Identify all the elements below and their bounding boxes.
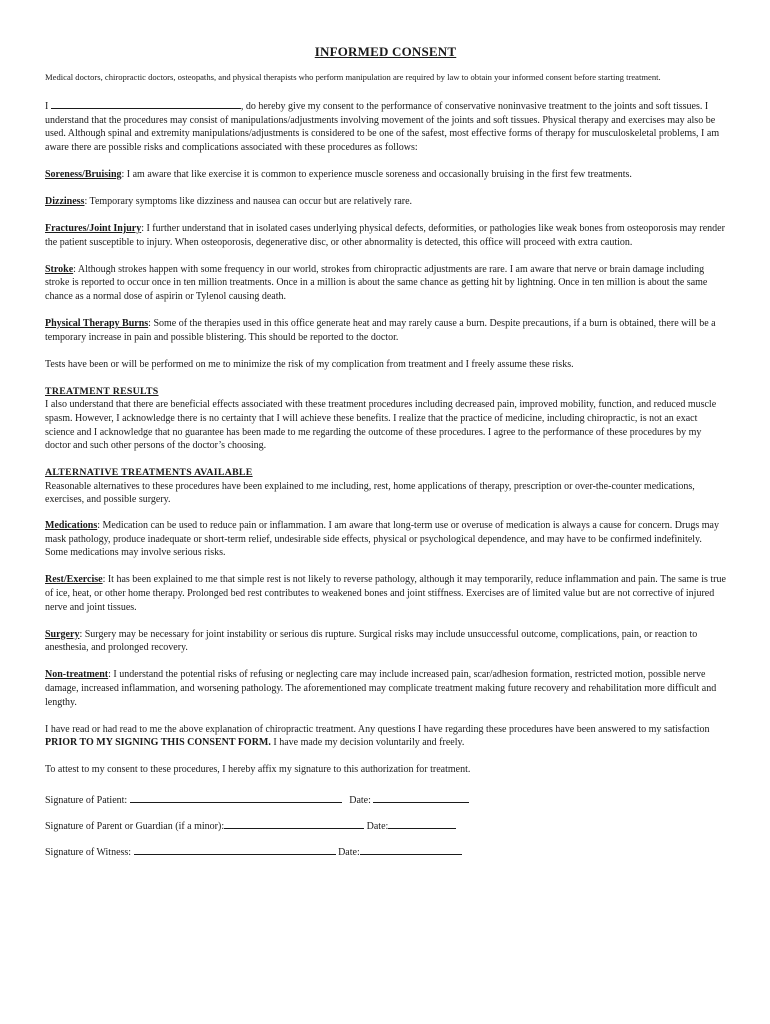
alt-text: : I understand the potential risks of refusing or neglecting care may include increased pain, scar/adhesion formation, restricted motion, possible nerve damage, increased inflammation, and worsening pathology. The aforementioned may complicate treatment making future recovery and rehabilitation more difficult and lengthy. — [45, 669, 717, 708]
date-label: Date: — [349, 794, 371, 806]
section-text: Reasonable alternatives to these procedures have been explained to me including, rest, home applications of therapy, prescription or over-the-counter medications, exercises, and possible surgery. — [45, 480, 695, 506]
patient-date-field[interactable] — [373, 792, 469, 803]
ack-after: I have made my decision voluntarily and freely. — [270, 737, 465, 749]
date-label: Date: — [338, 846, 360, 858]
risk-fractures — [45, 222, 726, 249]
ack-before: I have read or had read to me the above explanation of chiropractic treatment. Any questions I have regarding these procedures have been answered to my satisfaction — [45, 723, 710, 735]
patient-signature-field[interactable] — [130, 792, 342, 803]
intro-paragraph: Medical doctors, chiropractic doctors, osteopaths, and physical therapists who perform manipulation are required by law to obtain your informed consent before starting treatment. — [45, 72, 661, 82]
acknowledgement-paragraph — [45, 723, 726, 750]
risk-term: Soreness/Bruising — [45, 168, 122, 180]
alt-rest-exercise — [45, 573, 726, 614]
date-label: Date: — [366, 820, 389, 832]
alt-term: Rest/Exercise — [45, 574, 103, 586]
risk-burns — [45, 317, 726, 344]
patient-signature-label: Signature of Patient: — [45, 794, 128, 806]
patient-signature-row — [45, 792, 726, 807]
risk-term: Physical Therapy Burns — [45, 318, 149, 330]
risk-term: Stroke — [45, 263, 74, 275]
alt-medications — [45, 519, 726, 560]
attest-statement: To attest to my consent to these procedures, I hereby affix my signature to this authorization for treatment. — [45, 764, 471, 776]
alt-text: : Surgery may be necessary for joint instability or serious dis rupture. Surgical risks may include unsuccessful outcome, complications, pain, or reaction to anesthesia, and prolonged recovery. — [45, 628, 698, 654]
treatment-results-section — [45, 385, 726, 453]
risk-term: Dizziness — [45, 195, 85, 207]
consent-statement — [45, 98, 726, 154]
alt-term: Surgery — [45, 628, 80, 640]
alternatives-section — [45, 466, 726, 507]
section-heading: ALTERNATIVE TREATMENTS AVAILABLE — [45, 467, 253, 479]
alt-term: Non-treatment — [45, 669, 109, 681]
risk-text: : I further understand that in isolated cases underlying physical defects, deformities, or pathologies like weak bones from osteoporosis may render the patient susceptible to injury. When osteoporosis, degenerative disc, or other abnormality is detected, this office will proceed with extra caution. — [45, 223, 725, 248]
risk-stroke — [45, 263, 726, 304]
tests-statement: Tests have been or will be performed on me to minimize the risk of my complication from treatment and I freely assume these risks. — [45, 358, 574, 370]
section-text: I also understand that there are beneficial effects associated with these treatment procedures including decreased pain, improved mobility, function, and reduced muscle spasm. However, I acknowledge there is no certainty that I will achieve these benefits. I realize that the practice of medicine, including chiropractic, is not an exact science and I acknowledge that no guarantee has been made to me regarding the outcome of these procedures. I agree to the performance of these procedures by my doctor and such other persons of the doctor’s choosing. — [45, 399, 717, 452]
section-heading: TREATMENT RESULTS — [45, 385, 159, 397]
consent-text: , do hereby give my consent to the performance of conservative noninvasive treatment to the joints and soft tissues. I understand that the procedures may consist of manipulations/adjustments involving movement of the joints and soft tissues. Physical therapy and exercises may also be used. Although spinal and extremity manipulations/adjustments is considered to be one of the safest, most effective forms of therapy for musculoskeletal problems, I am aware there are possible risks and complications associated with these procedures as follows: — [45, 101, 720, 153]
alt-non-treatment — [45, 668, 726, 709]
witness-signature-field[interactable] — [134, 844, 336, 855]
parent-signature-label: Signature of Parent or Guardian (if a minor): — [45, 820, 225, 832]
parent-signature-field[interactable] — [224, 818, 364, 829]
alt-term: Medications — [45, 520, 98, 532]
document-title: INFORMED CONSENT — [314, 44, 457, 59]
risk-term: Fractures/Joint Injury — [45, 223, 142, 235]
witness-signature-row — [45, 844, 726, 859]
parent-date-field[interactable] — [388, 818, 456, 829]
parent-signature-row — [45, 818, 726, 833]
risk-dizziness — [45, 195, 726, 209]
risk-text: : Temporary symptoms like dizziness and nausea can occur but are relatively rare. — [84, 195, 413, 207]
consent-prefix: I — [45, 101, 49, 112]
ack-bold: PRIOR TO MY SIGNING THIS CONSENT FORM. — [45, 737, 271, 749]
alt-surgery — [45, 628, 726, 655]
patient-name-field[interactable] — [51, 98, 241, 109]
risk-text: : Some of the therapies used in this office generate heat and may rarely cause a burn. Despite precautions, if a burn is obtained, there will be a temporary increase in pain and possible blistering. This should be reported to the doctor. — [45, 318, 716, 343]
alt-text: : It has been explained to me that simple rest is not likely to reverse pathology, although it may temporarily, reduce inflammation and pain. The same is true of ice, heat, or other home therapy. Prolonged bed rest contributes to weakened bones and joint stiffness. Exercises are of limited value but are not corrective of injured nerve and joint tissues. — [45, 574, 726, 613]
risk-text: : Although strokes happen with some frequency in our world, strokes from chiropractic adjustments are rare. I am aware that nerve or brain damage including stroke is reported to occur once in ten million treatments. Once in a million is about the same chance as getting hit by lightning. Once in ten million is about the same chance as a normal dose of aspirin or Tylenol causing death. — [45, 263, 708, 302]
risk-soreness — [45, 168, 726, 182]
risk-text: : I am aware that like exercise it is common to experience muscle soreness and occasionally bruising in the first few treatments. — [121, 168, 632, 180]
witness-date-field[interactable] — [360, 844, 462, 855]
witness-signature-label: Signature of Witness: — [45, 846, 132, 858]
alt-text: : Medication can be used to reduce pain or inflammation. I am aware that long-term use or overuse of medication is always a cause for concern. Drugs may mask pathology, produce inadequate or short-term relief, undesirable side effects, physical or psychological dependence, and may have to be confirmed indefinitely. Some medications may involve serious risks. — [45, 520, 719, 559]
